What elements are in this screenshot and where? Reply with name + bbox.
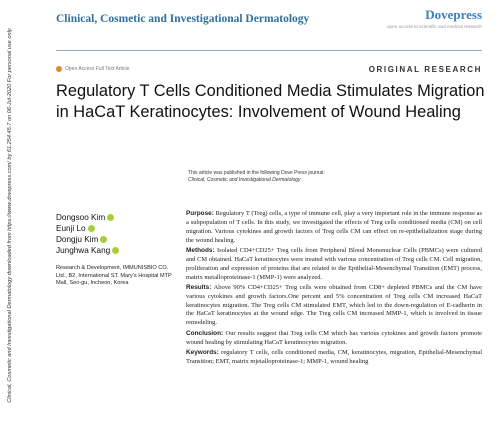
author-item [56, 245, 119, 256]
orcid-icon[interactable] [107, 214, 114, 221]
conclusion-text: Our results suggest that Treg cells CM which has various cytokines and growth factors promote wound healing by stimulating HaCaT keratinocytes migration. [186, 329, 482, 346]
abstract-methods [186, 247, 482, 282]
author-list [56, 212, 119, 256]
author-name: Eunji Lo [56, 224, 86, 233]
header-divider [56, 50, 482, 51]
publication-note [188, 170, 325, 184]
keywords-text: regulatory T cells, cells conditioned media, CM, keratinocytes, migration, Epithelial-Mesenchymal Transition; EMT, matrix mjetalloproteinase-1; MMP-1, wound healing [186, 349, 482, 365]
methods-label: Methods: [186, 246, 215, 254]
abstract-conclusion [186, 330, 482, 348]
keywords-label: Keywords: [186, 349, 219, 357]
orcid-icon[interactable] [100, 236, 107, 243]
results-label: Results: [186, 283, 212, 291]
affiliation: Research & Development, IMMUNISBIO CO. Ltd., B2, International ST. Mary's Hospital MTP Mall, Seo-gu, Incheon, Korea [56, 265, 172, 287]
journal-title[interactable]: Clinical, Cosmetic and Investigational Dermatology [56, 13, 310, 25]
publication-note-text: This article was published in the following Dove Press journal: [188, 170, 325, 176]
publisher-logo[interactable] [387, 7, 482, 29]
author-item [56, 212, 119, 223]
abstract [186, 210, 482, 368]
purpose-text: Regulatory T (Treg) cells, a type of immune cell, play a very important role in the immune response as a subpopulation of T cells. In this study, we investigated the effects of Treg cells conditioned media (CM) on cell migration. Various cytokines and growth factors of Treg cells CM can effect on re-epithelialization stage during the wound healing. [186, 210, 483, 244]
orcid-icon[interactable] [112, 247, 119, 254]
results-text: Above 90% CD4+CD25+ Treg cells were obtained from CD8+ depleted PBMCs and the CM have various cytokines and growth factors.One percent and 5% concentration of Treg cells CM increased HaCaT keratinocytes migration. The Treg cells CM stimulated EMT, which led to the down-regulation of E-cadherin in the HaCaT keratinocytes at the wound edge. The Treg cells CM increased MMP-1, which is involved in tissue remodeling. [186, 283, 482, 327]
author-item [56, 234, 119, 245]
article-title: Regulatory T Cells Conditioned Media Stimulates Migration in HaCaT Keratinocytes: Involvement of Wound Healing [56, 82, 485, 121]
author-name: Dongsoo Kim [56, 213, 106, 222]
abstract-results [186, 284, 482, 328]
open-access-badge [56, 66, 129, 72]
open-access-icon [56, 66, 62, 72]
author-name: Dongju Kim [56, 235, 99, 244]
publication-note-journal: Clinical, Cosmetic and Investigational Dermatology [188, 177, 301, 183]
author-item [56, 223, 119, 234]
orcid-icon[interactable] [88, 225, 95, 232]
methods-text: Isolated CD4+CD25+ Treg cells from Peripheral Blood Mononuclear Cells (PBMCs) were cultured and CM obtained. HaCaT keratinocytes were treated with various concentration of Treg cells CM. Cell migration, proliferation and expression of proteins that are related to the Epithelial-Mesenchymal Transition (EMT) process, matrix metalloproteinase-1 (MMP-1) were analyzed. [186, 246, 482, 281]
publisher-tagline: open access to scientific and medical research [387, 24, 482, 29]
open-access-label: Open Access Full Text Article [65, 66, 130, 72]
article-type: ORIGINAL RESEARCH [368, 65, 482, 74]
abstract-purpose [186, 210, 482, 245]
purpose-label: Purpose: [186, 210, 214, 217]
download-watermark: Clinical, Cosmetic and Investigational Dermatology downloaded from https://www.dovepress.com/ by 61.254.45.7 on 06-Jul-2020 For personal use only. [7, 27, 13, 403]
author-name: Junghwa Kang [56, 246, 111, 255]
publisher-name: Dovepress [425, 7, 482, 22]
abstract-keywords [186, 349, 482, 367]
conclusion-label: Conclusion: [186, 329, 224, 337]
